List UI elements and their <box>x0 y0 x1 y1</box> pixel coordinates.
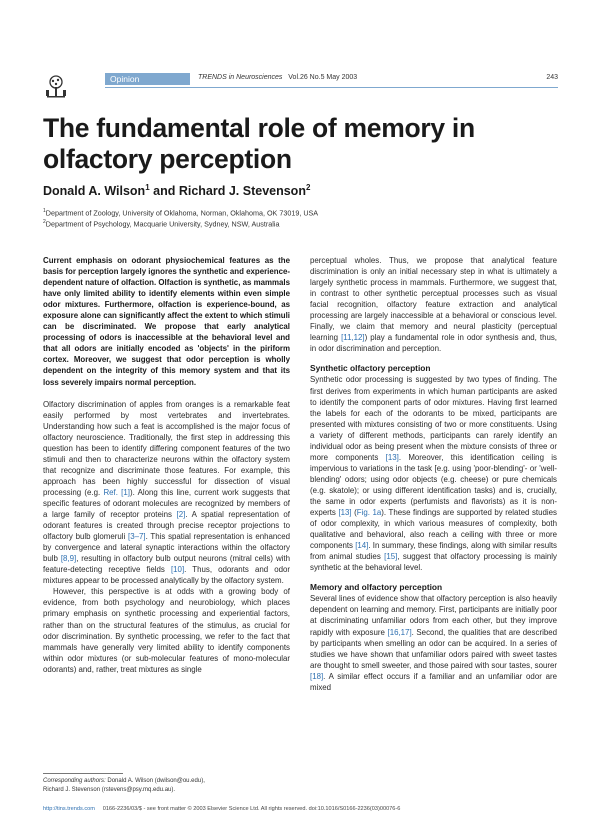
header-rule <box>105 87 558 88</box>
author-1: Donald A. Wilson <box>43 184 146 199</box>
ref-link[interactable]: [8,9] <box>60 554 77 564</box>
ref-link[interactable]: [13] <box>385 452 399 462</box>
author-separator: and <box>149 184 179 199</box>
intro-paragraph-2: However, this perspective is at odds with a growing body of evidence, from both psychology and neurobiology, which places primary emphasis on synthetic processing and experiential factors, rather than on the structural features of the stimulus, as crucial for odor discrimination. By synthetic processing, we refer to the fact that mammals have generally very limited ability to identify components within odor mixtures (or sub-molecular features of mono-molecular odorants) and, rather, treat mixtures as single <box>43 587 290 674</box>
intro-paragraph-1: Olfactory discrimination of apples from oranges is a remarkable feat easily performed by most vertebrates and invertebrates. Understanding how such a feat is accomplished is the major focus of olfactory neuroscience. Traditionally, the first step in addressing this question has been to identify differing component features of the two stimuli and then to characterize neurons within the olfactory system that recognize and discriminate those features. For example, this approach has been highly successful for dissection of visual processing (e.g. Ref. [1]). Along this line, current work suggests that specific features of odorant molecules are recognized by members of a large family of receptor proteins [2]. A spatial representation of odorant features is created through precise receptor projections to olfactory bulb glomeruli [3–7]. This spatial representation is enhanced by convergence and lateral synaptic interactions within the olfactory bulb [8,9], resulting in olfactory bulb output neurons (mitral cells) with feature-detecting receptive fields [10]. Thus, odorants and odor mixtures appear to be processed analytically by the olfactory system. <box>43 399 291 586</box>
ref-link[interactable]: Ref. [1] <box>103 487 130 497</box>
affiliation-1 <box>43 208 318 217</box>
page-number: 243 <box>546 74 558 81</box>
section-heading-memory: Memory and olfactory perception <box>310 582 443 593</box>
ref-link[interactable]: [13] <box>338 508 352 518</box>
ref-link[interactable]: [3–7] <box>128 532 146 542</box>
journal-url-link[interactable]: http://tins.trends.com <box>43 806 95 812</box>
ref-link[interactable]: [14] <box>355 541 369 551</box>
affiliation-1-sup: 1 <box>43 208 46 214</box>
corresponding-authors <box>43 777 293 795</box>
synthetic-paragraph: Synthetic odor processing is suggested by two types of finding. The first derives from experiments in which human participants are asked to identify the component parts of odor mixtures. Having first learned the labels for each of the odorants to be mixed, participants are presented with mixtures consisting of two or more constituents. Using a variety of different methods, participants can rarely identify an individual odor as being present when the mixture consists of three or more components [13]. Moreover, this identification ceiling is impervious to variations in the task [e.g. using 'poor-blending'- or 'well-blending' odors; using odor objects (e.g. cheese) or pure chemicals (e.g. skatole); or using different identification tasks) and is, crucially, the same in odor experts (perfumists and flavorists) as it is non-experts [13] (Fig. 1a). These findings are supported by related studies of odor complexity, in which various measures of complexity, both qualitative and behavioral, also reach a ceiling with three or more components [14]. In summary, these findings, along with similar results from animal studies [15], suggest that olfactory processing is mainly synthetic at the behavioral level. <box>310 375 557 573</box>
footnote-line-2: Richard J. Stevenson (rstevens@psy.mq.edu.au). <box>43 787 176 793</box>
page-footer <box>43 806 558 812</box>
author-1-sup: 1 <box>145 183 150 192</box>
elsevier-logo <box>43 73 69 99</box>
journal-name: TRENDS in Neurosciences <box>198 74 283 81</box>
footnote-label: Corresponding authors: <box>43 778 106 784</box>
author-line <box>43 183 310 198</box>
affiliation-2-sup: 2 <box>43 219 46 225</box>
section-heading-synthetic: Synthetic olfactory perception <box>310 363 431 374</box>
journal-volume: Vol.26 No.5 May 2003 <box>288 74 358 81</box>
abstract: Current emphasis on odorant physiochemical features as the basis for perception largely ignores the synthetic and experience-dependent nature of olfaction. Olfaction is synthetic, as mammals have only limited ability to identify elements within even simple odor mixtures. Furthermore, olfaction is experience-bound, as exposure alone can significantly affect the extent to which stimuli can be discriminated. We propose that early analytical processing of odors is inaccessible at the behavioral level and that all odors are initially encoded as 'objects' in the piriform cortex. Moreover, we suggest that odor perception is wholly dependent on the integrity of this memory system and that its loss severely impairs normal perception. <box>43 256 290 387</box>
footnote-line-1: Donald A. Wilson (dwilson@ou.edu), <box>105 778 205 784</box>
ref-link[interactable]: [11,12] <box>341 333 365 343</box>
affiliation-1-text: Department of Zoology, University of Oklahoma, Norman, Oklahoma, OK 73019, USA <box>45 208 319 218</box>
footnote-rule <box>43 773 123 774</box>
article-title: The fundamental role of memory in olfactory perception <box>43 113 475 174</box>
affiliation-2-text: Department of Psychology, Macquarie University, Sydney, NSW, Australia <box>45 219 280 229</box>
ref-link[interactable]: [15] <box>384 552 398 562</box>
left-column <box>43 255 290 675</box>
author-2: Richard J. Stevenson <box>178 184 306 199</box>
ref-link[interactable]: [16,17] <box>387 627 412 637</box>
right-column <box>310 255 557 693</box>
journal-info <box>198 74 357 81</box>
memory-paragraph: Several lines of evidence show that olfactory perception is also heavily dependent on learning and memory. First, participants are initially poor at discriminating unfamiliar odors from each other, but they improve rapidly with exposure [16,17]. Second, the qualities that are described by participants when smelling an odor can be acquired. In a series of studies we have shown that unfamiliar odors paired with sweet tastes are thought to smell sweeter, and those paired with sour tastes, sourer [18]. A similar effect occurs if a familiar and an unfamiliar odor are mixed <box>310 594 557 692</box>
author-2-sup: 2 <box>305 183 311 192</box>
ref-link[interactable]: [10] <box>170 565 185 575</box>
affiliation-2 <box>43 219 279 228</box>
figure-link[interactable]: Fig. 1a <box>356 508 382 518</box>
continued-paragraph: perceptual wholes. Thus, we propose that analytical feature discrimination is only an initial necessary step in what is ultimately a largely synthetic process in mammals. Furthermore, we suggest that, in contrast to other synthetic perceptual processes such as visual facial recognition, olfactory feature extraction and analytical processing are largely inaccessible at a behavioral or conscious level. Finally, we claim that memory and neural plasticity (perceptual learning [11,12]) play a fundamental role in odor synthesis and, thus, in odor discrimination and perception. <box>310 256 557 354</box>
copyright-text: 0166-2236/03/$ - see front matter © 2003 Elsevier Science Ltd. All rights reserved. doi:10.1016/S0166-2236(03)00076-6 <box>102 806 401 812</box>
section-label: Opinion <box>105 73 190 85</box>
ref-link[interactable]: [2] <box>176 510 186 520</box>
ref-link[interactable]: [18] <box>310 671 324 681</box>
